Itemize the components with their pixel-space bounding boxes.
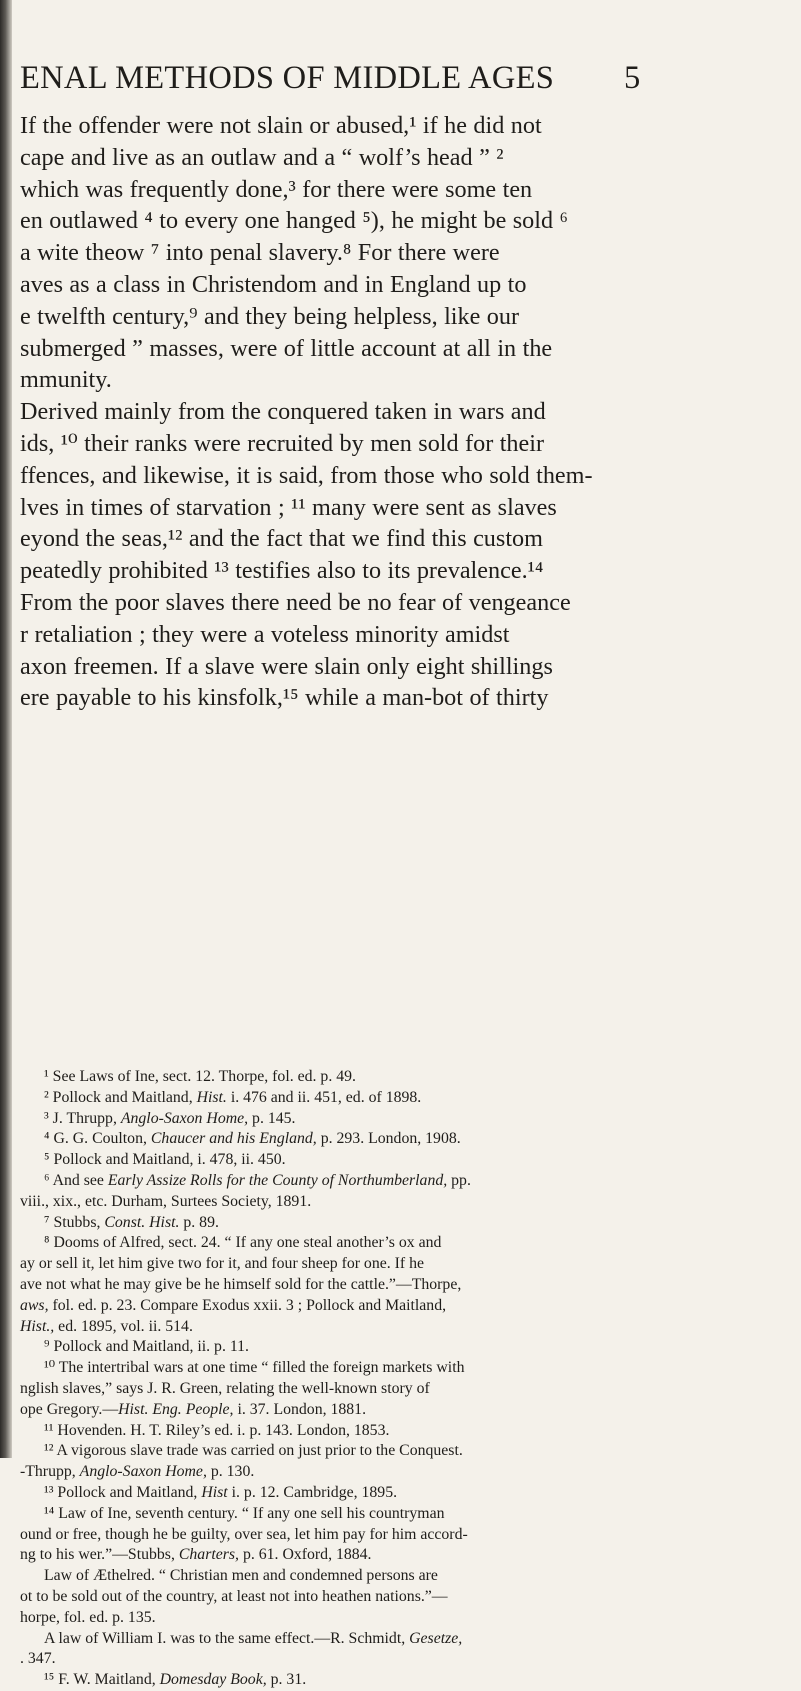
footnote-line: ave not what he may give be he himself sold for the cattle.”—Thorpe, bbox=[20, 1275, 462, 1293]
footnote-line: Hist., ed. 1895, vol. ii. 514. bbox=[20, 1317, 193, 1335]
text-line: From the poor slaves there need be no fear of vengeance bbox=[20, 588, 571, 616]
text-line: Derived mainly from the conquered taken in wars and bbox=[20, 398, 546, 426]
text-line: mmunity. bbox=[20, 366, 112, 394]
footnote-line: ound or free, though he be guilty, over sea, let him pay for him accord- bbox=[20, 1525, 468, 1543]
footnote-line: aws, fol. ed. p. 23. Compare Exodus xxii. 3 ; Pollock and Maitland, bbox=[20, 1296, 447, 1314]
footnote-line: horpe, fol. ed. p. 135. bbox=[20, 1608, 156, 1626]
footnote-line: ¹² A vigorous slave trade was carried on just prior to the Conquest. bbox=[44, 1442, 463, 1460]
footnote-line: ¹ See Laws of Ine, sect. 12. Thorpe, fol. ed. p. 49. bbox=[44, 1068, 356, 1085]
text-line: cape and live as an outlaw and a “ wolf’s head ” ² bbox=[20, 143, 504, 171]
text-line: submerged ” masses, were of little account at all in the bbox=[20, 334, 553, 362]
footnote-line: ¹⁰ The intertribal wars at one time “ filled the foreign markets with bbox=[44, 1359, 465, 1377]
footnote-line: ⁹ Pollock and Maitland, ii. p. 11. bbox=[44, 1338, 249, 1356]
footnote-line: ¹¹ Hovenden. H. T. Riley’s ed. i. p. 143. London, 1853. bbox=[44, 1421, 390, 1439]
footnote-line: ¹³ Pollock and Maitland, Hist i. p. 12. Cambridge, 1895. bbox=[44, 1483, 398, 1501]
footnote-line: ¹⁵ F. W. Maitland, Domesday Book, p. 31. bbox=[44, 1671, 307, 1689]
text-line: r retaliation ; they were a voteless minority amidst bbox=[20, 620, 510, 648]
footnote-line: ⁶ And see Early Assize Rolls for the County of Northumberland, pp. bbox=[44, 1171, 471, 1189]
footnote-line: ³ J. Thrupp, Anglo-Saxon Home, p. 145. bbox=[44, 1109, 296, 1127]
footnote-line: ⁵ Pollock and Maitland, i. 478, ii. 450. bbox=[44, 1151, 286, 1169]
running-title: ENAL METHODS OF MIDDLE AGES bbox=[20, 60, 555, 96]
footnote-line: -Thrupp, Anglo-Saxon Home, p. 130. bbox=[20, 1463, 255, 1481]
footnote-line: ope Gregory.—Hist. Eng. People, i. 37. London, 1881. bbox=[20, 1400, 367, 1418]
footnote-line: ng to his wer.”—Stubbs, Charters, p. 61. Oxford, 1884. bbox=[20, 1546, 372, 1564]
footnote-line: ² Pollock and Maitland, Hist. i. 476 and ii. 451, ed. of 1898. bbox=[44, 1088, 422, 1106]
footnote-line: A law of William I. was to the same effect.—R. Schmidt, Gesetze, bbox=[44, 1629, 463, 1647]
footnote-line: nglish slaves,” says J. R. Green, relating the well-known story of bbox=[20, 1379, 430, 1397]
page-binding-shadow bbox=[0, 0, 12, 1458]
text-line: a wite theow ⁷ into penal slavery.⁸ For there were bbox=[20, 239, 500, 267]
footnote-line: ay or sell it, let him give two for it, and four sheep for one. If he bbox=[20, 1255, 425, 1273]
text-line: which was frequently done,³ for there were some ten bbox=[20, 175, 533, 203]
text-line: eyond the seas,¹² and the fact that we find this custom bbox=[20, 525, 543, 553]
text-line: en outlawed ⁴ to every one hanged ⁵), he might be sold ⁶ bbox=[20, 207, 568, 235]
text-line: ids, ¹⁰ their ranks were recruited by men sold for their bbox=[20, 429, 545, 457]
text-line: e twelfth century,⁹ and they being helpless, like our bbox=[20, 302, 520, 330]
text-line: ere payable to his kinsfolk,¹⁵ while a man-bot of thirty bbox=[20, 684, 549, 712]
text-line: axon freemen. If a slave were slain only eight shillings bbox=[20, 652, 553, 680]
footnote-line: ⁷ Stubbs, Const. Hist. p. 89. bbox=[44, 1213, 219, 1231]
text-line: If the offender were not slain or abused,¹ if he did not bbox=[20, 112, 542, 139]
main-text bbox=[20, 110, 770, 714]
text-line: lves in times of starvation ; ¹¹ many were sent as slaves bbox=[20, 493, 557, 521]
running-header bbox=[20, 58, 640, 98]
footnote-line: ⁴ G. G. Coulton, Chaucer and his England, p. 293. London, 1908. bbox=[44, 1130, 461, 1148]
page-number: 5 bbox=[624, 60, 641, 96]
footnote-line: ¹⁴ Law of Ine, seventh century. “ If any one sell his countryman bbox=[44, 1504, 445, 1522]
text-line: aves as a class in Christendom and in England up to bbox=[20, 270, 527, 298]
footnote-line: ot to be sold out of the country, at least not into heathen nations.”— bbox=[20, 1587, 448, 1605]
footnote-line: ⁸ Dooms of Alfred, sect. 24. “ If any one steal another’s ox and bbox=[44, 1234, 442, 1252]
footnote-line: Law of Æthelred. “ Christian men and condemned persons are bbox=[44, 1567, 438, 1585]
footnote-line: viii., xix., etc. Durham, Surtees Society, 1891. bbox=[20, 1192, 312, 1210]
footnote-line: . 347. bbox=[20, 1650, 56, 1668]
footnotes bbox=[20, 1067, 780, 1691]
text-line: ffences, and likewise, it is said, from those who sold them- bbox=[20, 461, 593, 489]
text-line: peatedly prohibited ¹³ testifies also to its prevalence.¹⁴ bbox=[20, 557, 544, 585]
